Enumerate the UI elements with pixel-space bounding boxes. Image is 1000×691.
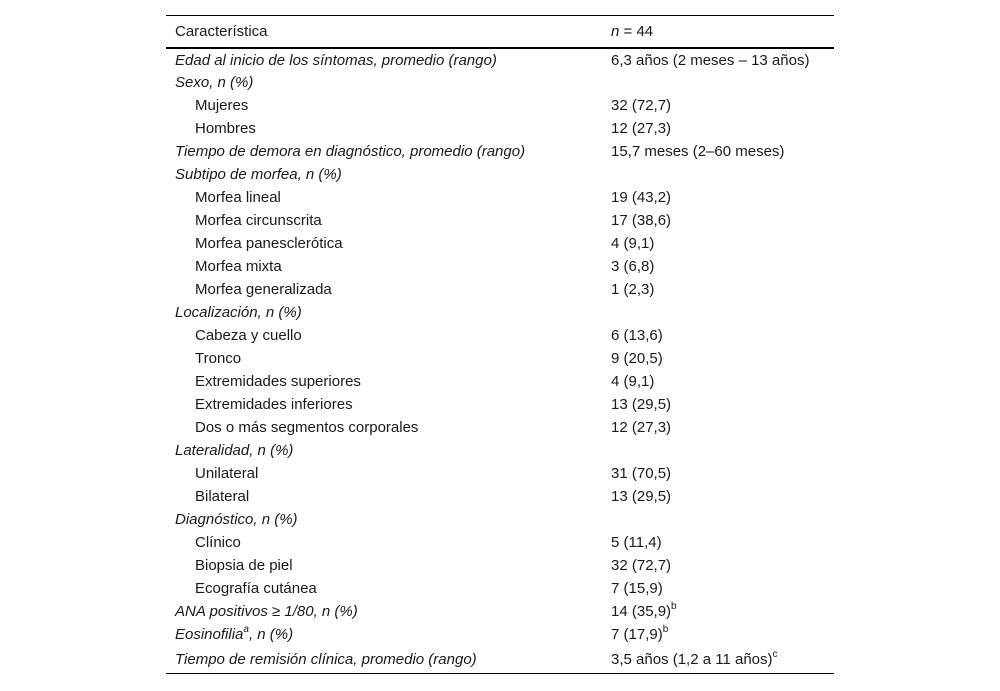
header-characteristic: Característica xyxy=(175,23,268,40)
header-n-symbol: n xyxy=(611,23,620,40)
row-value: 1 (2,3) xyxy=(611,281,655,298)
row-value: 17 (38,6) xyxy=(611,212,672,229)
row-value xyxy=(603,508,834,531)
table-row xyxy=(166,232,834,255)
table-row xyxy=(166,163,834,186)
row-value: 3 (6,8) xyxy=(611,258,655,275)
row-value: 12 (27,3) xyxy=(611,120,672,137)
row-value-cell xyxy=(603,600,834,623)
row-label: Eosinofilia xyxy=(175,626,244,643)
row-label: Dos o más segmentos corporales xyxy=(195,419,419,436)
row-label: Subtipo de morfea, n (%) xyxy=(175,166,342,183)
row-label: Sexo, n (%) xyxy=(175,74,254,91)
row-label: Bilateral xyxy=(195,488,250,505)
row-label: Mujeres xyxy=(195,97,249,114)
table-row xyxy=(166,48,834,71)
row-label: Morfea generalizada xyxy=(195,281,332,298)
row-label: Clínico xyxy=(195,534,241,551)
row-value xyxy=(603,163,834,186)
row-value: 9 (20,5) xyxy=(611,350,663,367)
table-row xyxy=(166,324,834,347)
table-row xyxy=(166,393,834,416)
table-row xyxy=(166,370,834,393)
table-row xyxy=(166,71,834,94)
row-value xyxy=(603,71,834,94)
row-value xyxy=(603,301,834,324)
row-label: Morfea mixta xyxy=(195,258,282,275)
row-value: 12 (27,3) xyxy=(611,419,672,436)
row-label: Extremidades inferiores xyxy=(195,396,353,413)
row-value: 4 (9,1) xyxy=(611,235,655,252)
row-value xyxy=(603,439,834,462)
table-row xyxy=(166,577,834,600)
header-n xyxy=(603,16,834,49)
footnote-marker: b xyxy=(671,601,677,612)
row-label: Morfea circunscrita xyxy=(195,212,322,229)
row-label: Tronco xyxy=(195,350,242,367)
row-label: Tiempo de demora en diagnóstico, promedio (rango) xyxy=(175,143,526,160)
table-row xyxy=(166,278,834,301)
row-label: Diagnóstico, n (%) xyxy=(175,511,298,528)
table-row xyxy=(166,462,834,485)
characteristics-table xyxy=(166,15,834,674)
row-value: 31 (70,5) xyxy=(611,465,672,482)
row-value: 19 (43,2) xyxy=(611,189,672,206)
table-row xyxy=(166,117,834,140)
row-label: Biopsia de piel xyxy=(195,557,293,574)
row-label-suffix: , n (%) xyxy=(248,626,294,643)
header-row xyxy=(166,16,834,49)
row-value: 32 (72,7) xyxy=(611,97,672,114)
table-row xyxy=(166,94,834,117)
table-row xyxy=(166,347,834,370)
table-row xyxy=(166,554,834,577)
row-value: 14 (35,9) xyxy=(611,603,672,620)
row-label: Hombres xyxy=(195,120,256,137)
table-body xyxy=(166,48,834,673)
row-value: 13 (29,5) xyxy=(611,488,672,505)
footnote-marker: b xyxy=(662,624,669,635)
row-value: 13 (29,5) xyxy=(611,396,672,413)
row-value-cell xyxy=(603,646,834,673)
row-label: ANA positivos ≥ 1/80, n (%) xyxy=(175,603,358,620)
row-label: Localización, n (%) xyxy=(175,304,302,321)
table-row xyxy=(166,439,834,462)
table-row xyxy=(166,531,834,554)
header-n-value: = 44 xyxy=(619,23,654,40)
row-label: Unilateral xyxy=(195,465,259,482)
table-row xyxy=(166,186,834,209)
row-value: 15,7 meses (2–60 meses) xyxy=(611,143,785,160)
row-label: Morfea panesclerótica xyxy=(195,235,343,252)
table-row xyxy=(166,416,834,439)
row-value: 5 (11,4) xyxy=(611,534,662,551)
row-value: 4 (9,1) xyxy=(611,373,655,390)
table-row xyxy=(166,255,834,278)
table-header xyxy=(166,16,834,49)
row-label: Morfea lineal xyxy=(195,189,281,206)
footnote-marker: c xyxy=(772,648,778,660)
row-label-cell xyxy=(166,623,603,646)
row-label: Edad al inicio de los síntomas, promedio (rango) xyxy=(175,52,497,69)
row-value: 7 (17,9) xyxy=(611,626,663,643)
table-row xyxy=(166,508,834,531)
row-label: Extremidades superiores xyxy=(195,373,361,390)
row-value: 7 (15,9) xyxy=(611,580,663,597)
footnote-marker: a xyxy=(243,624,249,635)
row-label: Cabeza y cuello xyxy=(195,327,302,344)
row-value: 6 (13,6) xyxy=(611,327,663,344)
row-value: 32 (72,7) xyxy=(611,557,672,574)
row-value-cell xyxy=(603,623,834,646)
table-row xyxy=(166,623,834,646)
row-label: Tiempo de remisión clínica, promedio (rango) xyxy=(175,650,477,668)
row-label: Lateralidad, n (%) xyxy=(175,442,294,459)
table-row xyxy=(166,209,834,232)
row-label: Ecografía cutánea xyxy=(195,580,317,597)
table-row xyxy=(166,301,834,324)
table-row xyxy=(166,600,834,623)
row-value: 3,5 años (1,2 a 11 años) xyxy=(611,650,773,668)
table-row xyxy=(166,646,834,673)
table-row xyxy=(166,485,834,508)
characteristics-table-container xyxy=(166,15,834,674)
row-value: 6,3 años (2 meses – 13 años) xyxy=(611,52,810,69)
table-row xyxy=(166,140,834,163)
